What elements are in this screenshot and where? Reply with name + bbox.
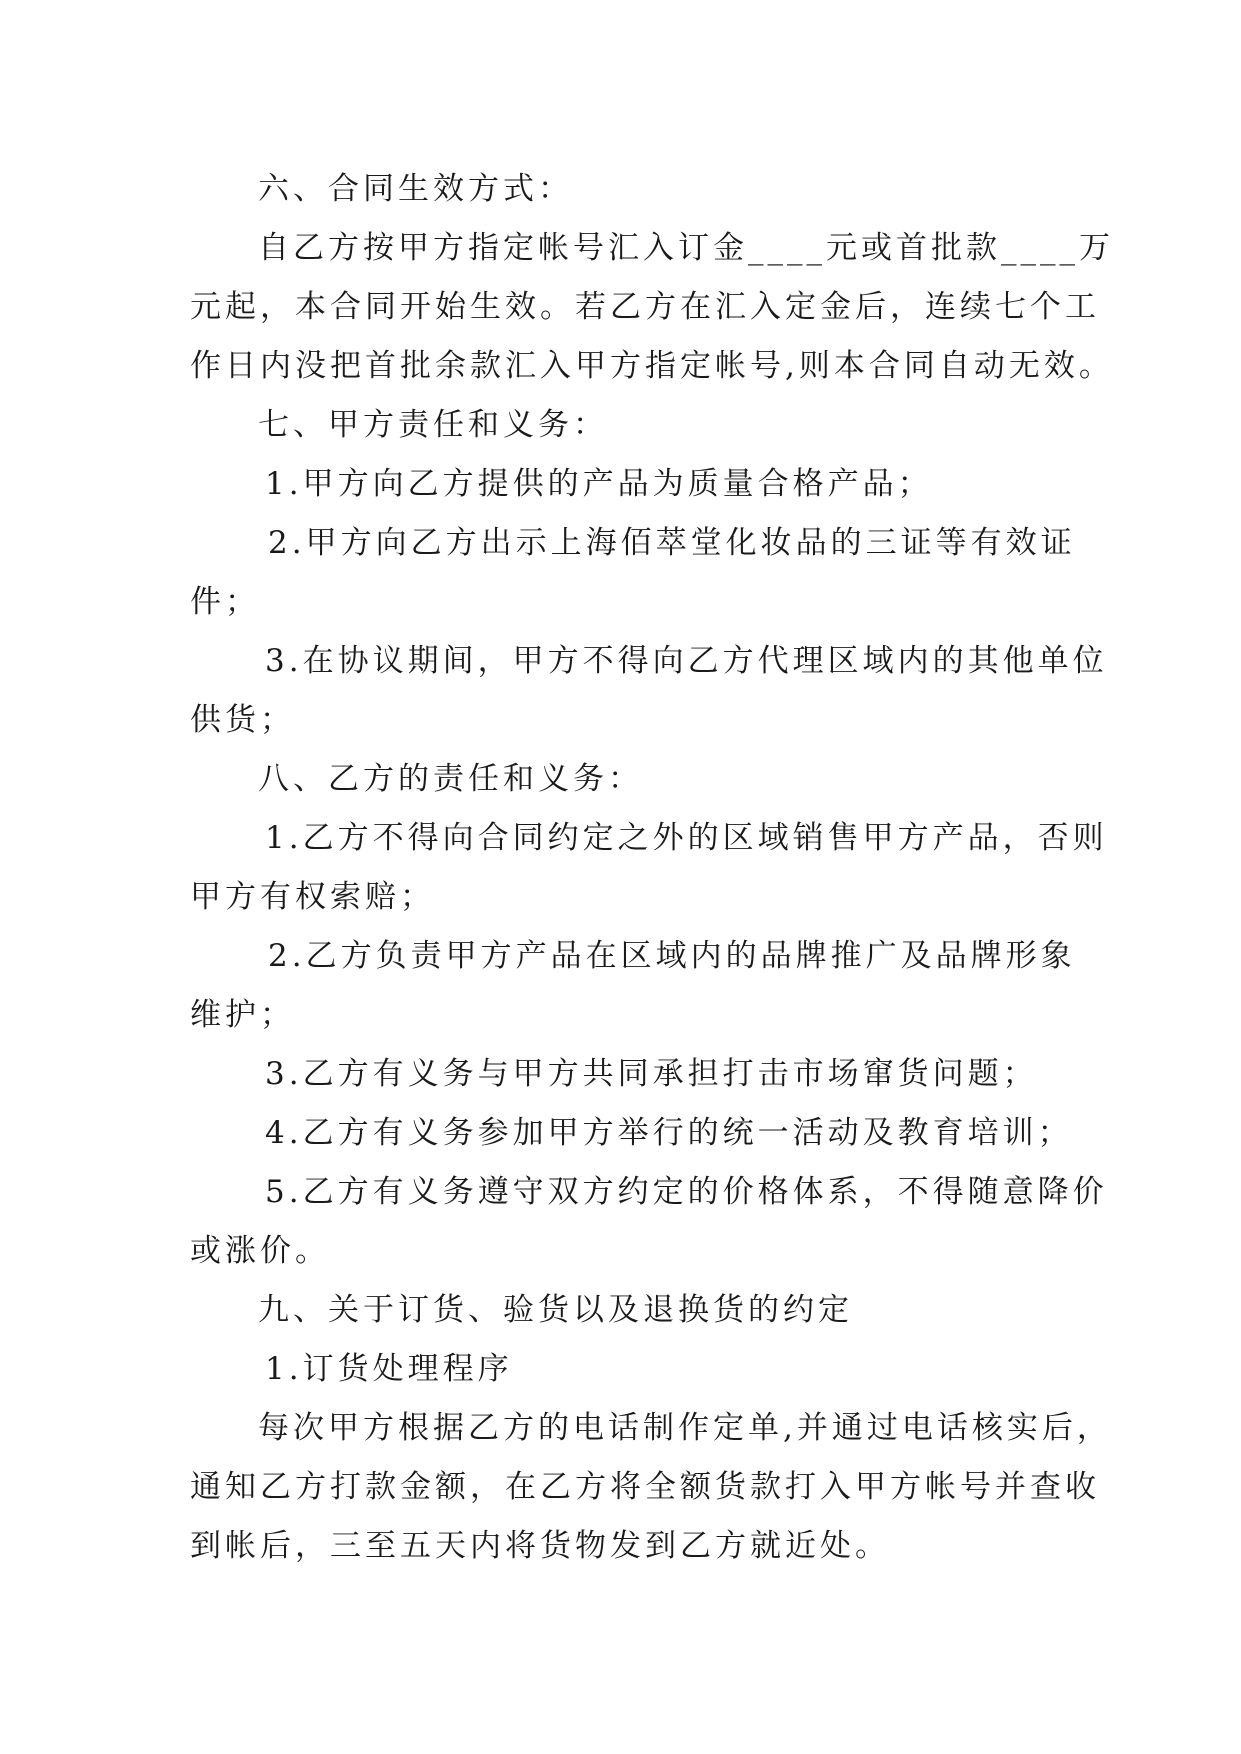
document-body [190, 160, 1114, 1576]
list-item-continuation: 件； [190, 584, 260, 620]
list-item-continuation: 甲方有权索赔； [190, 879, 435, 915]
paragraph-line: 元起，本合同开始生效。若乙方在汇入定金后，连续七个工 [190, 289, 1100, 325]
list-item: 3.乙方有义务与甲方共同承担打击市场窜货问题； [265, 1056, 1038, 1092]
list-item: 1.乙方不得向合同约定之外的区域销售甲方产品，否则 [265, 820, 1108, 856]
list-item: 3.在协议期间，甲方不得向乙方代理区域内的其他单位 [265, 643, 1108, 679]
list-item-continuation: 供货； [190, 702, 295, 738]
list-item-continuation: 维护； [190, 997, 295, 1033]
section-heading-7: 七、甲方责任和义务： [258, 407, 608, 443]
list-item: 5.乙方有义务遵守双方约定的价格体系，不得随意降价 [265, 1174, 1108, 1210]
list-item: 1.甲方向乙方提供的产品为质量合格产品； [265, 466, 933, 502]
section-heading-9: 九、关于订货、验货以及退换货的约定 [258, 1292, 853, 1328]
section-heading-6: 六、合同生效方式： [258, 171, 573, 207]
paragraph-line: 自乙方按甲方指定帐号汇入订金____元或首批款____万 [258, 230, 1114, 266]
list-item: 2.甲方向乙方出示上海佰萃堂化妆品的三证等有效证 [268, 525, 1076, 561]
subsection-heading: 1.订货处理程序 [265, 1351, 513, 1387]
paragraph-line: 每次甲方根据乙方的电话制作定单,并通过电话核实后， [258, 1410, 1112, 1446]
list-item-continuation: 或涨价。 [190, 1233, 330, 1269]
section-heading-8: 八、乙方的责任和义务： [258, 761, 643, 797]
list-item: 4.乙方有义务参加甲方举行的统一活动及教育培训； [265, 1115, 1073, 1151]
paragraph-line: 作日内没把首批余款汇入甲方指定帐号,则本合同自动无效。 [190, 348, 1114, 384]
list-item: 2.乙方负责甲方产品在区域内的品牌推广及品牌形象 [268, 938, 1076, 974]
paragraph-line: 通知乙方打款金额，在乙方将全额货款打入甲方帐号并查收 [190, 1469, 1100, 1505]
paragraph-line: 到帐后，三至五天内将货物发到乙方就近处。 [190, 1528, 890, 1564]
